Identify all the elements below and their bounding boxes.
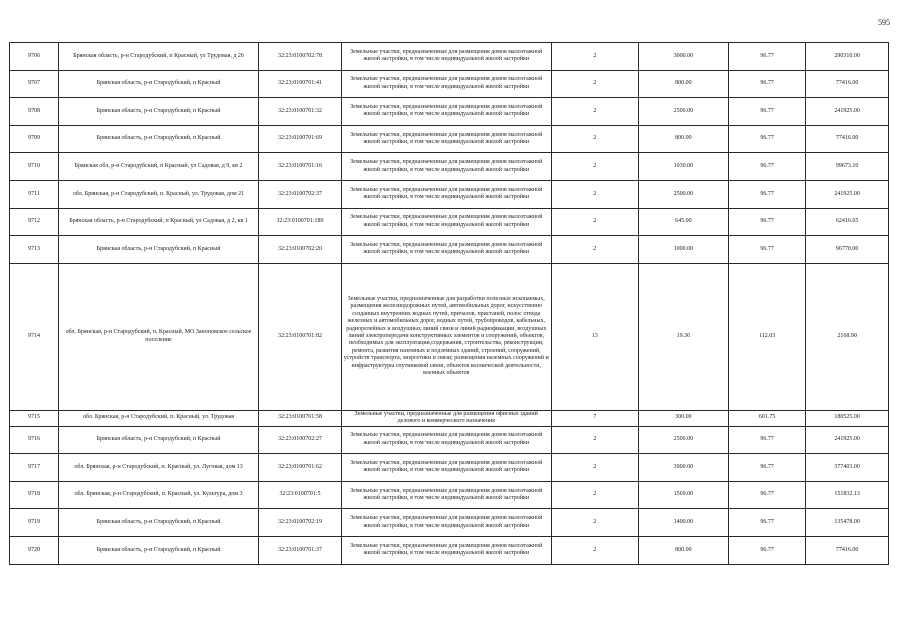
land-use-cell: Земельные участки, предназначенные для размещения домов малоэтажной жилой застройки, в том числе индивидуальной жилой застройки	[341, 98, 551, 126]
row-number: 9716	[10, 426, 59, 454]
specific-value-cell: 96.77	[729, 70, 806, 98]
address-cell: обл. Брянская, р-н Стародубский, п. Красный, ул. Луговая, дом 13	[58, 454, 258, 482]
table-row	[10, 98, 889, 126]
land-use-group-cell: 13	[551, 263, 638, 410]
row-number: 9707	[10, 70, 59, 98]
cadastral-value-cell: 377403.00	[806, 454, 889, 482]
area-cell: 645.00	[638, 208, 728, 236]
address-cell: Брянская область, р-н Стародубский, п Красный	[58, 125, 258, 153]
cadastral-number-cell: 32:23:0100701:16	[259, 153, 342, 181]
table-row	[10, 70, 889, 98]
land-use-group-cell: 2	[551, 43, 638, 71]
land-use-group-cell: 2	[551, 180, 638, 208]
cadastral-number-cell: 32:23:0100701:58	[259, 410, 342, 426]
area-cell: 800.00	[638, 536, 728, 564]
address-cell: Брянская область, р-н Стародубский, п Красный	[58, 70, 258, 98]
table-row	[10, 454, 889, 482]
specific-value-cell: 96.77	[729, 454, 806, 482]
land-use-group-cell: 7	[551, 410, 638, 426]
cadastral-number-cell: 32:23:0100702:37	[259, 180, 342, 208]
land-use-cell: Земельные участки, предназначенные для размещения домов малоэтажной жилой застройки, в том числе индивидуальной жилой застройки	[341, 509, 551, 537]
cadastral-value-cell: 180525.00	[806, 410, 889, 426]
land-use-cell: Земельные участки, предназначенные для размещения домов малоэтажной жилой застройки, в том числе индивидуальной жилой застройки	[341, 536, 551, 564]
land-use-cell: Земельные участки, предназначенные для размещения домов малоэтажной жилой застройки, в том числе индивидуальной жилой застройки	[341, 43, 551, 71]
row-number: 9719	[10, 509, 59, 537]
table-row	[10, 509, 889, 537]
address-cell: Брянская область, р-н Стародубский, п Красный	[58, 98, 258, 126]
land-use-cell: Земельные участки, предназначенные для размещения домов малоэтажной жилой застройки, в том числе индивидуальной жилой застройки	[341, 125, 551, 153]
land-use-group-cell: 2	[551, 481, 638, 509]
cadastral-value-cell: 290310.00	[806, 43, 889, 71]
row-number: 9715	[10, 410, 59, 426]
cadastral-number-cell: 32:23:0100701:37	[259, 536, 342, 564]
table-row	[10, 426, 889, 454]
specific-value-cell: 112.03	[729, 263, 806, 410]
land-use-group-cell: 2	[551, 208, 638, 236]
cadastral-value-cell: 77416.00	[806, 70, 889, 98]
table-body	[10, 43, 889, 565]
address-cell: обл. Брянская, р-н Стародубский, п. Красный, ул. Культура, дом 3	[58, 481, 258, 509]
area-cell: 800.00	[638, 70, 728, 98]
land-use-cell: Земельные участки, предназначенные для размещения домов малоэтажной жилой застройки, в том числе индивидуальной жилой застройки	[341, 236, 551, 264]
area-cell: 3900.00	[638, 454, 728, 482]
land-use-group-cell: 2	[551, 536, 638, 564]
specific-value-cell: 96.77	[729, 43, 806, 71]
table-row	[10, 536, 889, 564]
address-cell: Брянская область, р-н Стародубский, п Красный, ул Трудовая, д 26	[58, 43, 258, 71]
land-use-group-cell: 2	[551, 509, 638, 537]
specific-value-cell: 96.77	[729, 536, 806, 564]
area-cell: 2500.00	[638, 98, 728, 126]
area-cell: 300.00	[638, 410, 728, 426]
land-use-group-cell: 2	[551, 153, 638, 181]
cadastral-value-cell: 241925.00	[806, 180, 889, 208]
table-row	[10, 125, 889, 153]
row-number: 9714	[10, 263, 59, 410]
cadastral-number-cell: 32:23:0100701:5	[259, 481, 342, 509]
row-number: 9708	[10, 98, 59, 126]
address-cell: Брянская область, р-н Стародубский, п Красный	[58, 536, 258, 564]
land-use-group-cell: 2	[551, 454, 638, 482]
specific-value-cell: 96.77	[729, 236, 806, 264]
page-number: 595	[878, 18, 890, 27]
area-cell: 800.00	[638, 125, 728, 153]
cadastral-value-cell: 62416.65	[806, 208, 889, 236]
area-cell: 1569.00	[638, 481, 728, 509]
cadastral-number-cell: 32:23:0100701:62	[259, 454, 342, 482]
cadastral-value-cell: 241925.00	[806, 98, 889, 126]
row-number: 9710	[10, 153, 59, 181]
area-cell: 3000.00	[638, 43, 728, 71]
area-cell: 1030.00	[638, 153, 728, 181]
address-cell: Брянская область, р-н Стародубский, п Красный, ул Садовая, д 2, кв 1	[58, 208, 258, 236]
row-number: 9711	[10, 180, 59, 208]
address-cell: Брянская обл, р-н Стародубский, п Красный, ул Садовая, д 9, кв 2	[58, 153, 258, 181]
area-cell: 2500.00	[638, 180, 728, 208]
cadastral-value-cell: 77416.00	[806, 125, 889, 153]
cadastral-number-cell: 32:23:0100701:69	[259, 125, 342, 153]
cadastral-number-cell: 32:23:0100702:78	[259, 43, 342, 71]
cadastral-number-cell: 32:23:0100702:27	[259, 426, 342, 454]
table-row	[10, 263, 889, 410]
row-number: 9709	[10, 125, 59, 153]
cadastral-number-cell: 32:23:0100702:19	[259, 509, 342, 537]
address-cell: Брянская область, р-н Стародубский, п Красный	[58, 426, 258, 454]
cadastral-value-cell: 99673.10	[806, 153, 889, 181]
specific-value-cell: 96.77	[729, 481, 806, 509]
land-use-cell: Земельные участки, предназначенные для размещения домов малоэтажной жилой застройки, в том числе индивидуальной жилой застройки	[341, 208, 551, 236]
land-use-group-cell: 2	[551, 426, 638, 454]
row-number: 9712	[10, 208, 59, 236]
address-cell: обл. Брянская, р-н Стародубский, п. Красный, ул. Трудовая, дом 21	[58, 180, 258, 208]
area-cell: 19.36	[638, 263, 728, 410]
land-use-cell: Земельные участки, предназначенные для размещения домов малоэтажной жилой застройки, в том числе индивидуальной жилой застройки	[341, 153, 551, 181]
cadastral-number-cell: 32:23:0100701:32	[259, 98, 342, 126]
cadastral-number-cell: 32:23:0100701:189	[259, 208, 342, 236]
land-use-cell: Земельные участки, предназначенные для размещения домов малоэтажной жилой застройки, в том числе индивидуальной жилой застройки	[341, 481, 551, 509]
table-row	[10, 236, 889, 264]
land-use-group-cell: 2	[551, 98, 638, 126]
cadastral-number-cell: 32:23:0100702:20	[259, 236, 342, 264]
area-cell: 1400.00	[638, 509, 728, 537]
row-number: 9717	[10, 454, 59, 482]
cadastral-value-cell: 96770.00	[806, 236, 889, 264]
cadastral-number-cell: 32:23:0100701:82	[259, 263, 342, 410]
table-row	[10, 410, 889, 426]
address-cell: Брянская область, р-н Стародубский, п Красный	[58, 236, 258, 264]
land-use-cell: Земельные участки, предназначенные для размещения домов малоэтажной жилой застройки, в том числе индивидуальной жилой застройки	[341, 426, 551, 454]
cadastral-value-cell: 135478.00	[806, 509, 889, 537]
cadastral-value-table	[9, 42, 889, 565]
land-use-cell: Земельные участки, предназначенные для размещения домов малоэтажной жилой застройки, в том числе индивидуальной жилой застройки	[341, 454, 551, 482]
cadastral-value-cell: 77416.00	[806, 536, 889, 564]
row-number: 9713	[10, 236, 59, 264]
specific-value-cell: 96.77	[729, 208, 806, 236]
specific-value-cell: 601.75	[729, 410, 806, 426]
cadastral-number-cell: 32:23:0100701:41	[259, 70, 342, 98]
cadastral-value-cell: 2168.90	[806, 263, 889, 410]
address-cell: Брянская область, р-н Стародубский, п Красный	[58, 509, 258, 537]
table-row	[10, 180, 889, 208]
specific-value-cell: 96.77	[729, 98, 806, 126]
land-use-group-cell: 2	[551, 125, 638, 153]
specific-value-cell: 96.77	[729, 509, 806, 537]
table-row	[10, 43, 889, 71]
address-cell: обл. Брянская, р-н Стародубский, п. Красный, МО Заноновское сельское поселение	[58, 263, 258, 410]
land-use-cell: Земельные участки, предназначенные для размещения домов малоэтажной жилой застройки, в том числе индивидуальной жилой застройки	[341, 70, 551, 98]
land-use-group-cell: 2	[551, 236, 638, 264]
area-cell: 2500.00	[638, 426, 728, 454]
specific-value-cell: 96.77	[729, 180, 806, 208]
specific-value-cell: 96.77	[729, 125, 806, 153]
area-cell: 1000.00	[638, 236, 728, 264]
row-number: 9706	[10, 43, 59, 71]
land-use-cell: Земельные участки, предназначенные для размещения домов малоэтажной жилой застройки, в том числе индивидуальной жилой застройки	[341, 180, 551, 208]
row-number: 9720	[10, 536, 59, 564]
cadastral-value-cell: 241925.00	[806, 426, 889, 454]
address-cell: обл. Брянская, р-н Стародубский, п. Красный, ул. Трудовая	[58, 410, 258, 426]
specific-value-cell: 96.77	[729, 426, 806, 454]
land-use-cell: Земельные участки, предназначенные для разработки полезных ископаемых, размещения железнодорожных путей, автомобильных дорог, искусственно созданных внутренних водных путей, причалов, пристаней, полос отвода железных и автомобильных дорог, водных путей, трубопроводов, кабельных, радиорелейных и воздушных линий связи и линий радиофикации, воздушных линий электропередачи конструктивных элементов и сооружений, объектов, необходимых для эксплуатации,содержания, строительства, реконструкции, ремонта, развития наземных и подземных зданий, строений, сооружений, устройств транспорта, энергетики и связи; размещения наземных сооружений и инфраструктуры спутниковой связи, объектов космической деятельности, военных объектов	[341, 263, 551, 410]
land-use-group-cell: 2	[551, 70, 638, 98]
land-use-cell: Земельные участки, предназначенные для размещения офисных зданий делового и коммерческого назначения	[341, 410, 551, 426]
table-row	[10, 481, 889, 509]
specific-value-cell: 96.77	[729, 153, 806, 181]
cadastral-value-cell: 151832.13	[806, 481, 889, 509]
table-row	[10, 208, 889, 236]
table-row	[10, 153, 889, 181]
row-number: 9718	[10, 481, 59, 509]
